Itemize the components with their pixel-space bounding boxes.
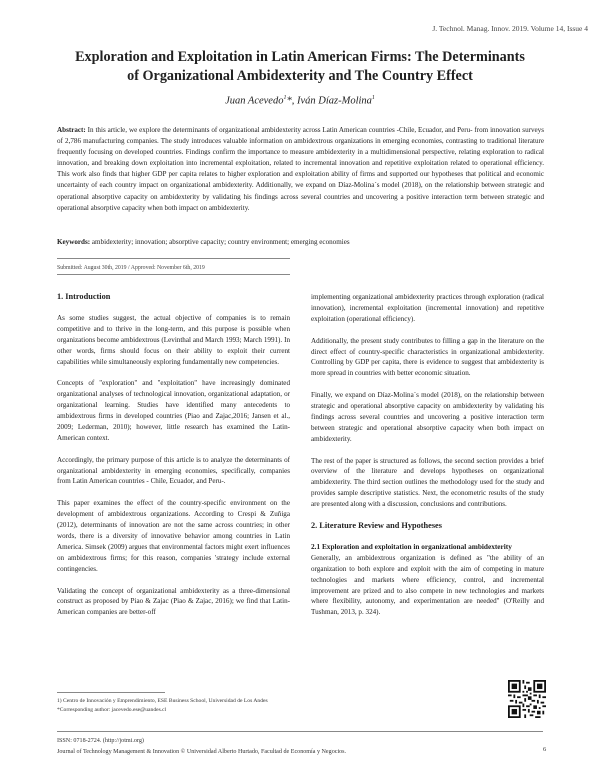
right-column (311, 292, 544, 629)
footer-rule (57, 731, 543, 732)
qr-code-icon (508, 680, 546, 718)
title-line-1: Exploration and Exploitation in Latin American Firms: The Determinants (75, 49, 525, 65)
keywords (57, 237, 544, 248)
left-column (57, 292, 290, 629)
paragraph: Validating the concept of organizational ambidexterity as a three-dimensional construct as proposed by Piao & Zajac (Piao & Zajac, 2016); we find that Latin-American companies are better-off (57, 586, 290, 617)
article-title (40, 48, 560, 86)
footer (57, 736, 346, 757)
abstract-text: In this article, we explore the determinants of organizational ambidexterity across Latin American countries -Chile, Ecuador, and Peru- from innovation surveys of 2,786 manufacturing companies. The study introduces valuable information on ambidextrous organizations in emerging economies, contrasting to traditional literature frequently focusing on developed countries. Findings confirm the importance to measure ambidexterity in a multidimensional perspective, relating exploration to radical innovation, and breaking down exploitation into incremental exploitation, related to incremental innovation and repetitive exploitation related to operational efficiency. This work also finds that higher GDP per capita relates to higher exploration and exploitation ability of firms and supported our hypotheses that political and economic uncertainty of each country impact on organizational ambidexterity. Additionally, we expand on Díaz-Molina´s model (2018), on the relationship between strategic and operational absorptive capacity on ambidexterity by validating his findings across several countries and uncovering a positive interaction term between strategic and operational absorptive capacity when both impact on ambidexterity. (57, 126, 544, 212)
section-1-heading: 1. Introduction (57, 292, 111, 301)
keywords-label: Keywords: (57, 238, 91, 246)
affiliation-footnote: 1) Centro de Innovación y Emprendimiento, ESE Business School, Universidad de Los Andes (57, 698, 268, 704)
paragraph: Accordingly, the primary purpose of this article is to analyze the determinants of organizational ambidexterity in emerging economies, specifically, companies from Latin American countries - Chile, Ecuador, and Peru-. (57, 455, 290, 486)
corresponding-mark: * (286, 95, 292, 107)
author-1: Juan Acevedo (225, 95, 284, 107)
correspondence-footnote: *Corresponding author: jacevedo.ese@uandes.cl (57, 707, 167, 714)
authors: Juan Acevedo$^1$*, Iván Díaz-Molina$^1$ (225, 95, 375, 107)
divider-bottom (57, 274, 290, 275)
footnote-rule (57, 692, 165, 693)
paragraph: As some studies suggest, the actual objective of companies is to remain competitive and to thrive in the long-term, and this purpose is possible when organizations become ambidextrous (Levinthal and March 1993; March 1991). In other words, firms should focus on their ability to exploit their current capabilities while simultaneously exploring fundamentally new competencies. (57, 313, 290, 366)
divider-top (57, 258, 290, 259)
section-2-1-heading: 2.1 Exploration and exploitation in organizational ambidexterity (311, 541, 512, 551)
issn-line: ISSN: 0718-2724. (http://jotmi.org) (57, 738, 144, 744)
abstract-label: Abstract: (57, 126, 86, 134)
paragraph: Generally, an ambidextrous organization is defined as "the ability of an organization to both explore and exploit with the aim of competing in mature technologies and markets where efficiency, control, and incremental improvement are prized and to also compete in new technologies and markets where flexibility, autonomy, and experimentation are needed" (O'Reilly and Tushman, 2013, p. 324). (311, 553, 544, 617)
section-2-heading: 2. Literature Review and Hypotheses (311, 520, 442, 530)
journal-header: J. Technol. Manag. Innov. 2019. Volume 14, Issue 4 (432, 24, 588, 33)
paragraph: Concepts of "exploration" and "exploitation" have increasingly dominated organizational analyses of technological innovation, organizational adaptation, or organizational learning. Studies have identified many antecedents to ambidextrous firms in developed countries (Piao and Zajac,2016; Jansen et al., 2009; Lederman, 2010); however, little research has examined the Latin-American context. (57, 379, 290, 442)
paragraph: implementing organizational ambidexterity practices through exploration (radical innovation), incremental exploitation (incremental innovation) and repetitive exploitation (operational efficiency). (311, 293, 544, 323)
author-2-affiliation: 1 (371, 95, 375, 101)
paragraph: The rest of the paper is structured as follows, the second section provides a brief overview of the literature and develops hypotheses on organizational ambidexterity. The third section outlines the methodology used for the study and provides sample descriptive statistics. Next, the econometric results of the study are presented along with a discussion, conclusions and contributions. (311, 456, 544, 509)
footnotes (57, 697, 268, 715)
title-line-2: of Organizational Ambidexterity and The Country Effect (127, 68, 473, 84)
paragraph: Additionally, the present study contributes to filling a gap in the literature on the direct effect of country-specific characteristics in organizational ambidexterity. Controlling by GDP per capita, there is evidence to suggest that ambidexterity is more spread in countries with better economic situation. (311, 336, 544, 378)
author-2: Iván Díaz-Molina (296, 95, 372, 107)
submission-dates: Submitted: August 30th, 2019 / Approved: November 6th, 2019 (57, 265, 205, 271)
author-1-affiliation: 1 (283, 95, 287, 101)
keywords-text: ambidexterity; innovation; absorptive capacity; country environment; emerging economies (91, 238, 350, 246)
page-number: 6 (543, 746, 547, 753)
paragraph: Finally, we expand on Díaz-Molina´s model (2018), on the relationship between strategic and operational absorptive capacity on ambidexterity by validating his findings across several countries and uncovering a positive interaction term between strategic and operational absorptive capacity when both impact on ambidexterity. (311, 391, 544, 443)
journal-copyright: Journal of Technology Management & Innovation © Universidad Alberto Hurtado, Facultad de Economía y Negocios. (57, 748, 347, 755)
abstract (57, 125, 544, 214)
paragraph: This paper examines the effect of the country-specific environment on the development of ambidextrous organizations. According to Crespi & Zuñiga (2012), determinants of innovation are not the same across countries; in other words, there is a diversity of innovative behavior among countries in Latin America. Simsek (2009) argues that environmental factors might exert influences on ambidextrous firms; for this reason, companies 'strategy include external contingencies. (57, 499, 290, 573)
